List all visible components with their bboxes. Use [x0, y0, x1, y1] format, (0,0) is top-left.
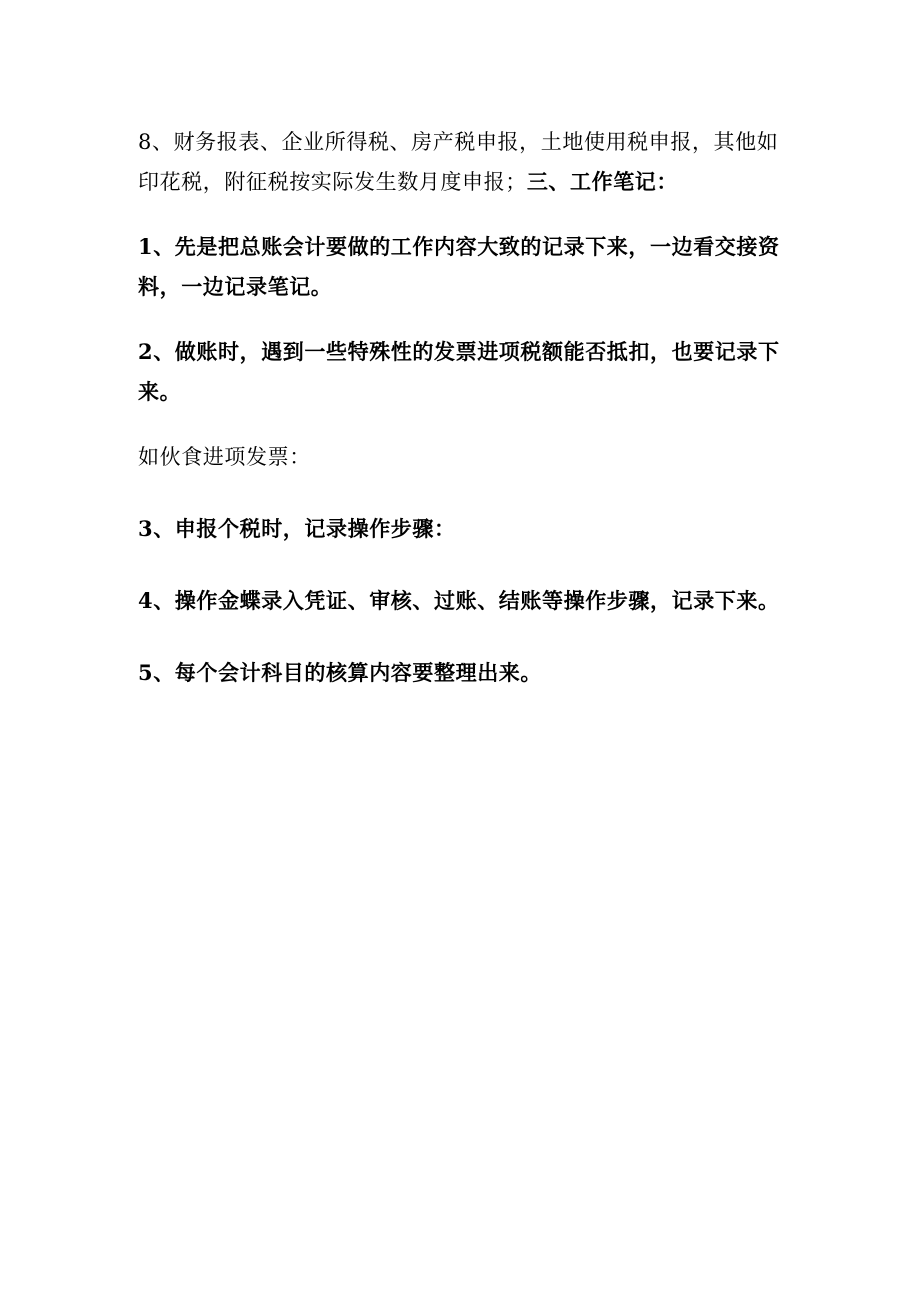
paragraph-item-4: 4、操作金蝶录入凭证、审核、过账、结账等操作步骤，记录下来。 [138, 588, 780, 613]
paragraph-item-1: 1、先是把总账会计要做的工作内容大致的记录下来，一边看交接资料，一边记录笔记。 [138, 234, 780, 299]
paragraph-item-2: 2、做账时，遇到一些特殊性的发票进项税额能否抵扣，也要记录下来。 [138, 339, 780, 404]
paragraph-meal-invoice: 如伙食进项发票： [138, 445, 311, 469]
section-heading-work-notes: 三、工作笔记： [526, 169, 679, 194]
paragraph-item-8 [138, 122, 798, 202]
paragraph-item-3: 3、申报个税时，记录操作步骤： [138, 516, 456, 541]
document-body [138, 122, 798, 693]
paragraph-item-5: 5、每个会计科目的核算内容要整理出来。 [138, 660, 543, 685]
paragraph-item-8-text: 8、财务报表、企业所得税、房产税申报，土地使用税申报，其他如印花税，附征税按实际发生数月度申报； [138, 130, 779, 194]
